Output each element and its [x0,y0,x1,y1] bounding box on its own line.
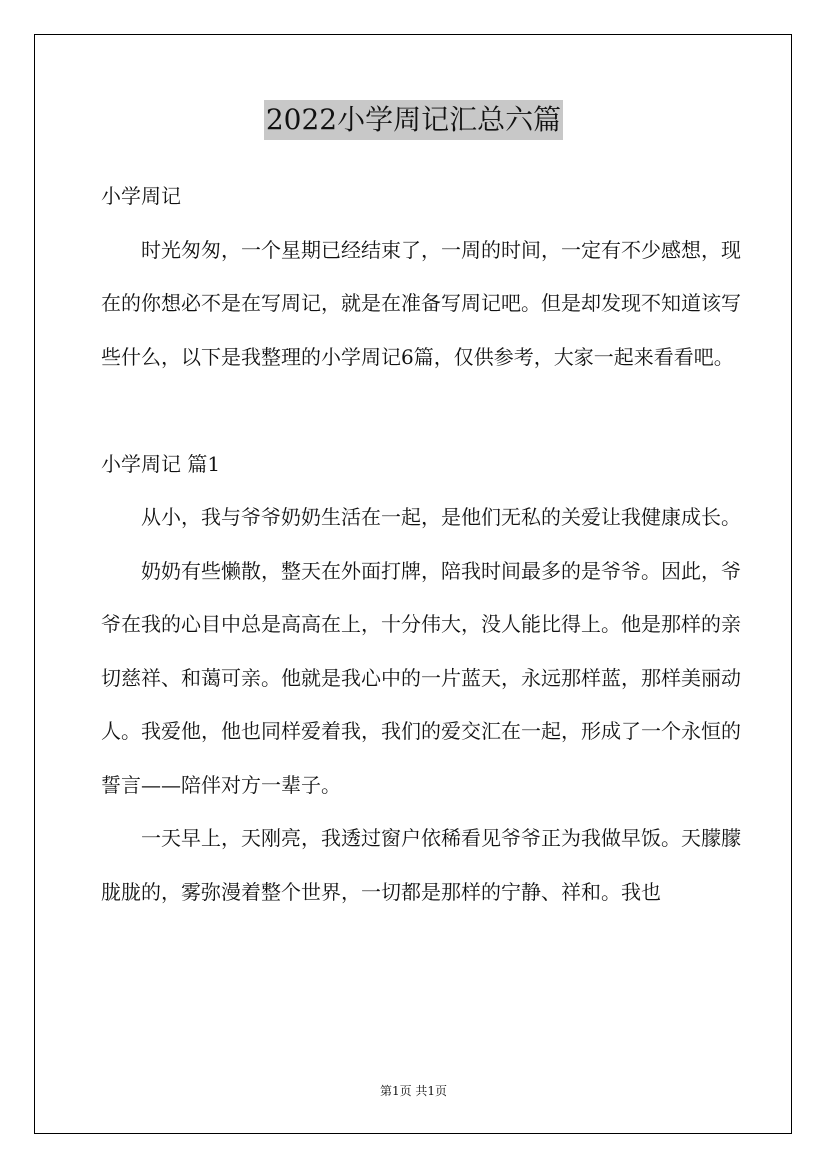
page-number: 第1页 共1页 [379,1084,448,1098]
document-title: 2022小学周记汇总六篇 [264,100,563,140]
section-spacer [101,384,741,438]
body-paragraph: 奶奶有些懒散，整天在外面打牌，陪我时间最多的是爷爷。因此，爷爷在我的心目中总是高高在上，十分伟大，没人能比得上。他是那样的亲切慈祥、和蔼可亲。他就是我心中的一片蓝天，永远那样蓝，那样美丽动人。我爱他，他也同样爱着我，我们的爱交汇在一起，形成了一个永恒的誓言——陪伴对方一辈子。 [101,558,741,797]
intro-paragraph: 时光匆匆，一个星期已经结束了，一周的时间，一定有不少感想，现在的你想必不是在写周记，就是在准备写周记吧。但是却发现不知道该写些什么，以下是我整理的小学周记6篇，仅供参考，大家一起来看看吧。 [101,237,741,369]
body-paragraph: 从小，我与爷爷奶奶生活在一起，是他们无私的关爱让我健康成长。 [141,505,741,529]
section-heading: 小学周记 篇1 [101,451,221,476]
document-body [101,170,741,919]
title-container [0,100,827,140]
intro-heading: 小学周记 [101,184,181,208]
page-footer [0,1083,827,1099]
body-paragraph: 一天早上，天刚亮，我透过窗户依稀看见爷爷正为我做早饭。天朦朦胧胧的，雾弥漫着整个世界，一切都是那样的宁静、祥和。我也 [101,826,741,904]
